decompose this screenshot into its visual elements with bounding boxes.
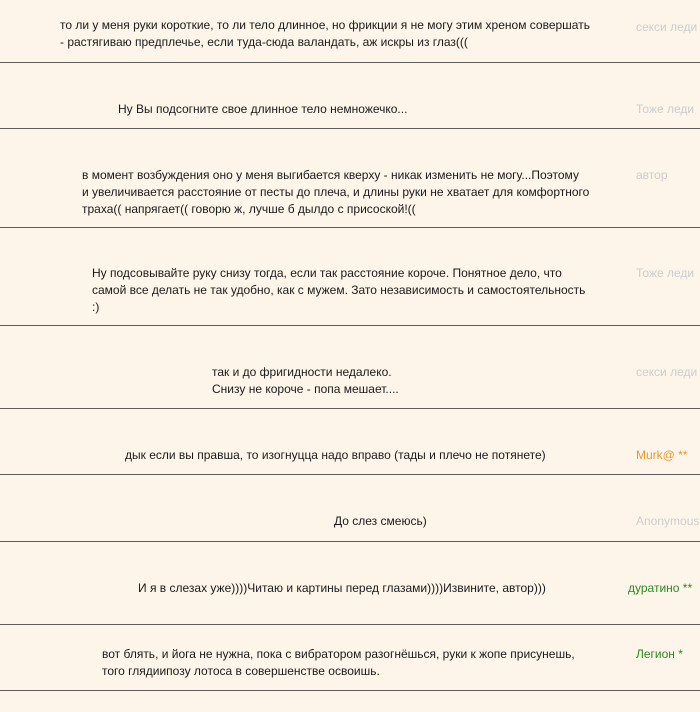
comment-author[interactable]: Murk@ ** bbox=[636, 448, 688, 462]
comment-text: то ли у меня руки короткие, то ли тело длинное, но фрикции я не могу этим хреном совершать - растягиваю предплечье, если туда-сюда валандать, аж искры из глаз((( bbox=[60, 18, 590, 49]
comment-text: дык если вы правша, то изогнуцца надо вправо (тады и плечо не потянете) bbox=[125, 448, 546, 462]
comment-text: в момент возбуждения оно у меня выгибается кверху - никак изменить не могу...Поэтому и увеличивается расстояние от песты до плеча, и длины руки не хватает для комфортного траха(( напрягает(( говорю ж, лучше б дылдо с присоской!(( bbox=[82, 168, 590, 216]
comment-author[interactable]: секси леди bbox=[636, 365, 698, 379]
divider bbox=[0, 62, 700, 63]
comment-text: Ну Вы подсогните свое длинное тело немножечко... bbox=[118, 102, 408, 116]
divider bbox=[0, 227, 700, 228]
comment-author[interactable]: дуратино ** bbox=[628, 581, 693, 595]
comment-author[interactable]: Anonymous bbox=[636, 514, 700, 528]
comment-text: так и до фригидности недалеко. Снизу не короче - попа мешает.... bbox=[212, 365, 399, 396]
comment-text: вот блять, и йога не нужна, пока с вибратором разогнёшься, руки к жопе присунешь, того глядиипозу лотоса в совершенстве освоишь. bbox=[102, 647, 575, 678]
divider bbox=[0, 624, 700, 625]
comment-author[interactable]: Легион * bbox=[636, 647, 683, 661]
comment-text: Ну подсовывайте руку снизу тогда, если так расстояние короче. Понятное дело, что самой все делать не так удобно, как с мужем. Зато независимость и самостоятельность :) bbox=[92, 266, 586, 314]
divider bbox=[0, 408, 700, 409]
comment-text: До слез смеюсь) bbox=[334, 514, 427, 528]
comment-author[interactable]: автор bbox=[636, 168, 668, 182]
comment-author[interactable]: секси леди bbox=[636, 20, 698, 34]
divider bbox=[0, 325, 700, 326]
divider bbox=[0, 128, 700, 129]
comment-author[interactable]: Тоже леди bbox=[636, 102, 695, 116]
comment-author[interactable]: Тоже леди bbox=[636, 266, 695, 280]
divider bbox=[0, 690, 700, 691]
divider bbox=[0, 541, 700, 542]
divider bbox=[0, 474, 700, 475]
comment-text: И я в слезах уже))))Читаю и картины перед глазами))))Извините, автор))) bbox=[138, 581, 546, 595]
